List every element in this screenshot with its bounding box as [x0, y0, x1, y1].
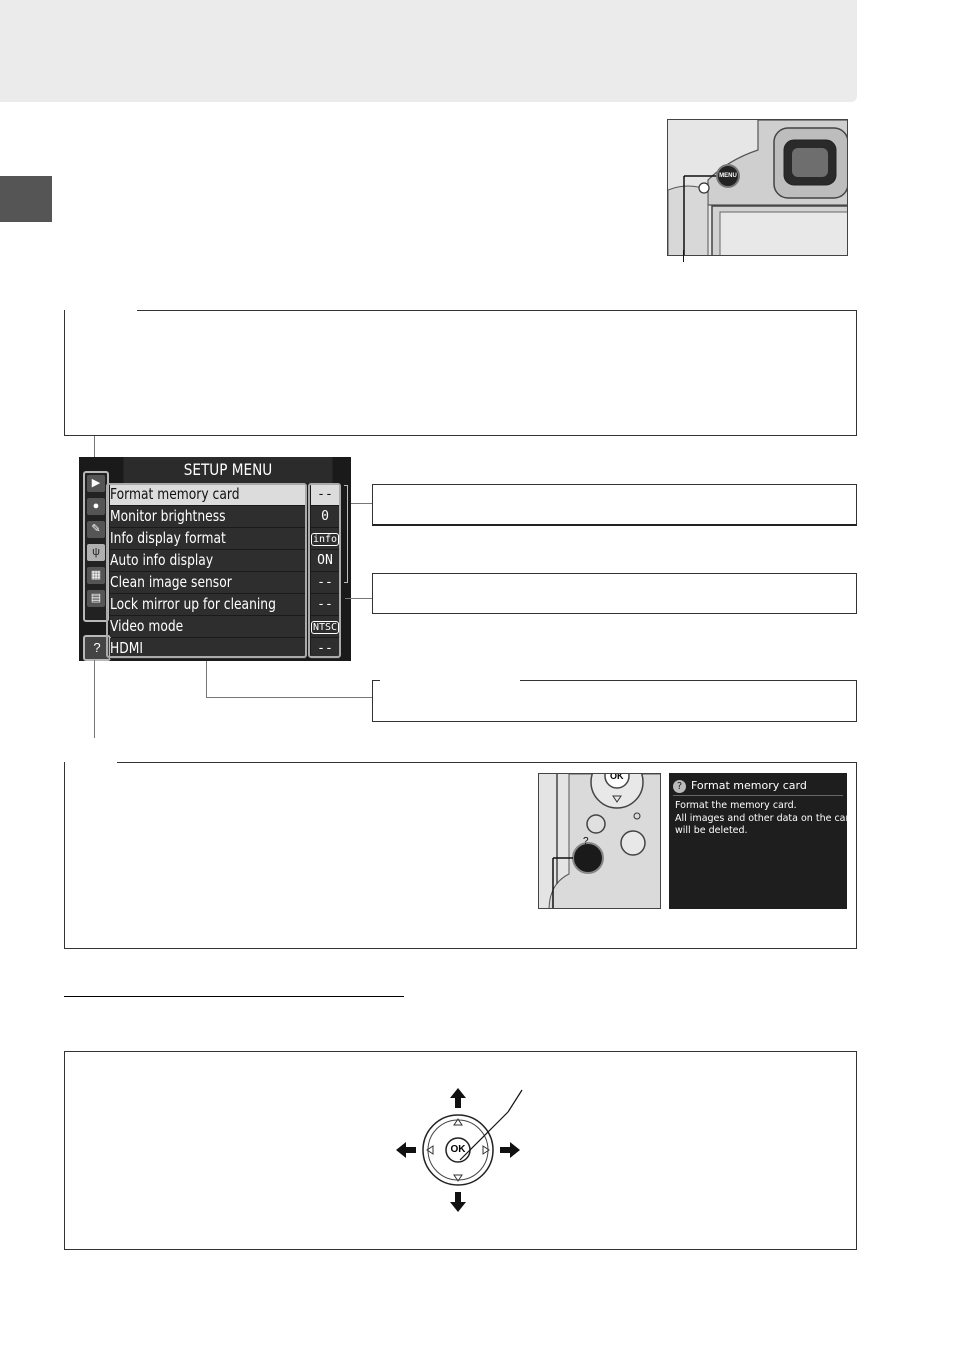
help-screen-title: Format memory card [691, 779, 807, 792]
retouch-icon[interactable]: ▦ [87, 567, 105, 584]
chapter-tab-marker [0, 176, 52, 222]
menu-item-label: Format memory card [110, 485, 240, 503]
scroll-indicator [344, 485, 348, 583]
menu-item-label: HDMI [110, 639, 143, 657]
help-button-glyph: ? [583, 836, 589, 847]
options-frame [106, 483, 307, 658]
menu-item-label: Auto info display [110, 551, 214, 569]
camera-icon[interactable]: ● [87, 498, 105, 515]
help-screen-body [675, 800, 856, 838]
settings-callout-line [345, 598, 373, 599]
menu-item-label: Video mode [110, 617, 184, 635]
menu-item-label: Lock mirror up for cleaning [110, 595, 276, 613]
menu-item-value: -- [311, 638, 339, 659]
slider-callout-box [372, 484, 857, 526]
menu-button-callout-line [683, 250, 684, 262]
settings-frame [308, 483, 341, 658]
dpad-ok-label: OK [610, 773, 624, 781]
help-screen-title-bar [673, 777, 843, 796]
ntsc-badge: NTSC [313, 622, 338, 633]
menu-item-value: -- [311, 594, 339, 615]
pencil-icon[interactable]: ✎ [87, 521, 105, 538]
setup-menu-title: SETUP MENU [123, 457, 332, 483]
options-box-heading-gap [380, 679, 520, 682]
help-screen [669, 773, 856, 909]
options-callout-box [372, 680, 857, 722]
menu-item-value: -- [311, 572, 339, 593]
page-header-band [0, 0, 857, 102]
wrench-icon[interactable]: ψ [87, 544, 105, 561]
menu-button[interactable] [716, 164, 740, 188]
menu-item-value: -- [311, 484, 339, 505]
camera-rear-illustration [539, 774, 661, 909]
slider-callout-line [351, 503, 373, 504]
tabs-callout-line [94, 436, 95, 458]
help-callout-line [94, 660, 95, 738]
section-heading-underline [64, 996, 404, 997]
info-badge: info [313, 534, 338, 545]
help-line: All images and other data on the card [675, 812, 856, 824]
menu-button-label: MENU [719, 173, 737, 179]
help-box-heading-gap [65, 761, 117, 764]
multi-selector-diagram [390, 1080, 530, 1220]
help-line: will be deleted. [675, 825, 748, 836]
menu-item-label: Info display format [110, 529, 226, 547]
camera-back-photo [667, 119, 848, 256]
ok-button-label: OK [450, 1144, 466, 1155]
note-box-heading-gap [65, 309, 137, 312]
setup-menu-screen [79, 457, 351, 661]
camera-body-illustration [668, 120, 848, 256]
help-line: Format the memory card. [675, 800, 797, 811]
help-button-photo [538, 773, 661, 909]
menu-item-value: 0 [311, 506, 339, 527]
playback-icon[interactable]: ▶ [87, 475, 105, 492]
options-callout-line-v [206, 661, 207, 698]
options-callout-line-h [206, 697, 373, 698]
settings-callout-box [372, 573, 857, 614]
ok-button[interactable] [446, 1142, 470, 1158]
help-question-icon: ? [673, 780, 686, 793]
recent-settings-icon[interactable]: ▤ [87, 590, 105, 607]
menu-item-value: ON [311, 550, 339, 571]
menu-item-label: Monitor brightness [110, 507, 226, 525]
help-icon-glyph: ? [93, 640, 101, 655]
menu-tabs-note-box [64, 310, 857, 436]
menu-item-label: Clean image sensor [110, 573, 232, 591]
